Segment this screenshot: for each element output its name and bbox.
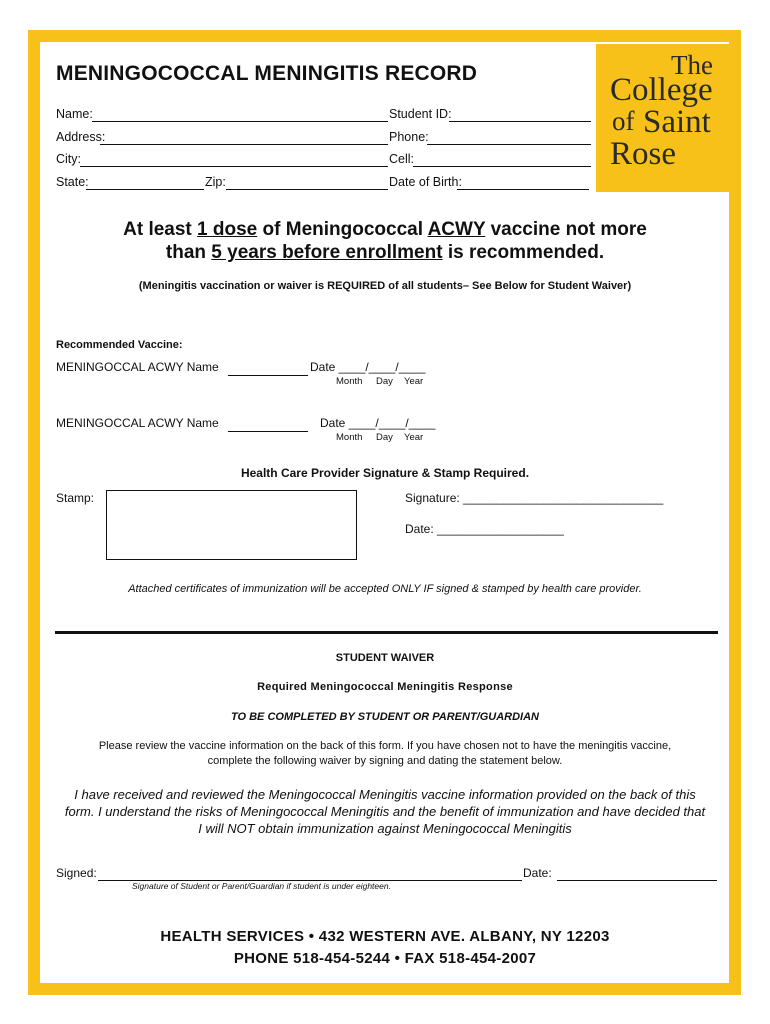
provider-heading: Health Care Provider Signature & Stamp Required. — [240, 466, 530, 480]
month-label: Month — [336, 432, 363, 443]
footer-address: HEALTH SERVICES • 432 WESTERN AVE. ALBANY, NY 12203 — [160, 928, 610, 945]
form-title: MENINGOCOCCAL MENINGITIS RECORD — [56, 62, 478, 85]
vaccine-row-1-label: MENINGOCCAL ACWY Name — [56, 360, 219, 374]
stamp-label: Stamp: — [56, 491, 95, 505]
city-field[interactable] — [80, 166, 388, 167]
day-label: Day — [376, 376, 393, 387]
headline-text: At least — [123, 219, 198, 240]
headline-line-1 — [0, 219, 770, 241]
vaccine-row-1-date[interactable]: Date ____/____/____ — [310, 360, 426, 374]
waiver-instructions-2: complete the following waiver by signing and dating the statement below. — [207, 755, 563, 767]
headline-text: of Meningococcal — [257, 219, 428, 240]
student-id-field[interactable] — [449, 121, 591, 122]
waiver-statement-1: I have received and reviewed the Meningococcal Meningitis vaccine information provided on the back of this — [74, 787, 696, 802]
headline-dose: 1 dose — [197, 219, 258, 240]
phone-label: Phone: — [389, 130, 429, 144]
to-be-completed-note: TO BE COMPLETED BY STUDENT OR PARENT/GUARDIAN — [230, 711, 540, 723]
cell-field[interactable] — [413, 166, 591, 167]
headline-text: is recommended. — [442, 242, 605, 263]
year-label: Year — [404, 432, 424, 443]
logo-text-rose: Rose — [610, 136, 676, 172]
zip-field[interactable] — [226, 189, 388, 190]
cell-label: Cell: — [389, 152, 415, 166]
state-label: State: — [56, 175, 89, 189]
name-field[interactable] — [92, 121, 388, 122]
headline-acwy: ACWY — [427, 219, 486, 240]
section-divider — [55, 631, 718, 634]
city-label: City: — [56, 152, 81, 166]
required-note: (Meningitis vaccination or waiver is REQUIRED of all students– See Below for Student Waiver) — [138, 280, 632, 292]
vaccine-row-2-label: MENINGOCCAL ACWY Name — [56, 416, 219, 430]
name-label: Name: — [56, 107, 93, 121]
waiver-instructions-1: Please review the vaccine information on the back of this form. If you have chosen not to have the meningitis vaccine, — [98, 740, 672, 752]
zip-label: Zip: — [205, 175, 226, 189]
vaccine-heading: Recommended Vaccine: — [56, 339, 183, 351]
logo-text-of: of — [612, 106, 635, 136]
student-id-label: Student ID: — [389, 107, 452, 121]
address-label: Address: — [56, 130, 106, 144]
waiver-heading: STUDENT WAIVER — [335, 652, 435, 664]
waiver-date-label: Date: — [523, 866, 552, 880]
vaccine-row-2-name-field[interactable] — [228, 431, 308, 432]
logo-text-the: The — [671, 50, 713, 80]
vaccine-row-2-date[interactable]: Date ____/____/____ — [320, 416, 436, 430]
phone-field[interactable] — [427, 144, 591, 145]
headline-text: than — [165, 242, 212, 263]
month-label: Month — [336, 376, 363, 387]
logo-text-saint: Saint — [643, 104, 711, 140]
state-field[interactable] — [86, 189, 204, 190]
provider-signature-field[interactable]: Signature: ______________________________ — [405, 491, 664, 505]
headline-line-2 — [0, 242, 770, 264]
signed-label: Signed: — [56, 866, 97, 880]
stamp-box[interactable] — [106, 490, 357, 560]
dob-field[interactable] — [457, 189, 589, 190]
waiver-statement-2: form. I understand the risks of Meningococcal Meningitis and the benefit of immunization and have decided that — [64, 804, 706, 819]
vaccine-row-1-name-field[interactable] — [228, 375, 308, 376]
college-logo — [596, 44, 729, 192]
attached-certificates-note: Attached certificates of immunization will be accepted ONLY IF signed & stamped by health care provider. — [128, 583, 642, 595]
year-label: Year — [404, 376, 424, 387]
day-label: Day — [376, 432, 393, 443]
waiver-subheading: Required Meningococcal Meningitis Response — [257, 681, 513, 693]
signature-note: Signature of Student or Parent/Guardian if student is under eighteen. — [132, 881, 391, 891]
provider-date-field[interactable]: Date: ___________________ — [405, 522, 564, 536]
dob-label: Date of Birth: — [389, 175, 462, 189]
waiver-statement-3: I will NOT obtain immunization against Meningococcal Meningitis — [198, 821, 572, 836]
waiver-date-field[interactable] — [557, 880, 717, 881]
footer-phone-fax: PHONE 518-454-5244 • FAX 518-454-2007 — [233, 950, 537, 967]
headline-text: vaccine not more — [485, 219, 647, 240]
address-field[interactable] — [100, 144, 388, 145]
headline-years: 5 years before enrollment — [211, 242, 443, 263]
logo-text-college: College — [610, 72, 713, 108]
